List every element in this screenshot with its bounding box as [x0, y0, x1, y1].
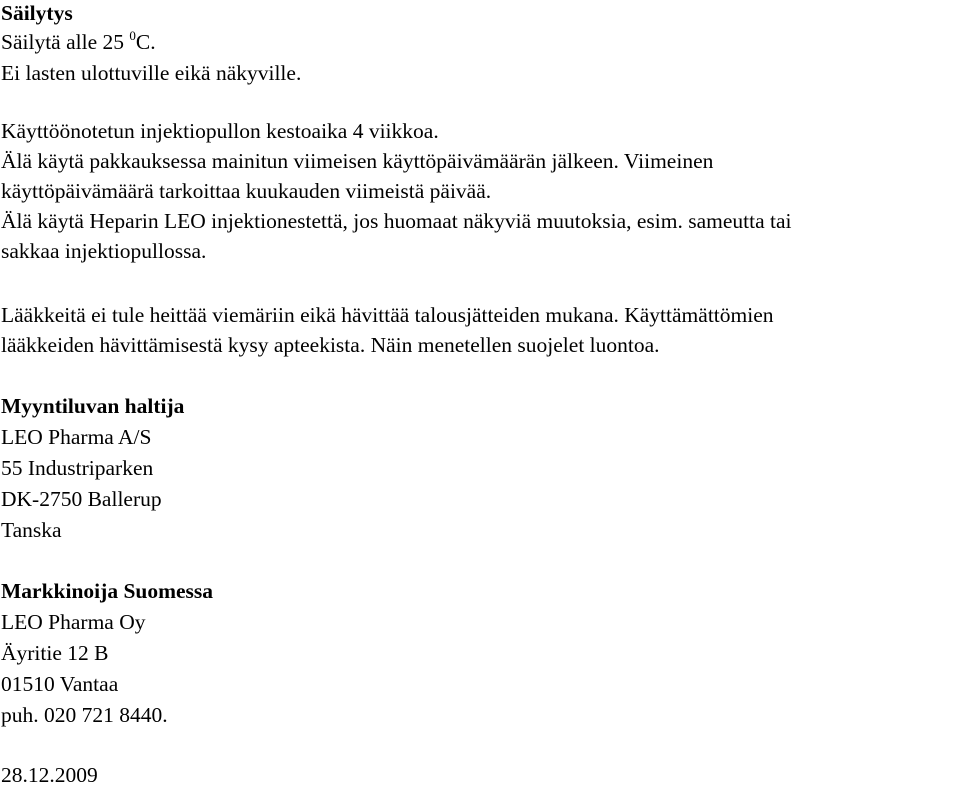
storage-temperature-unit: C. [135, 30, 156, 54]
visual-check-line-2: sakkaa injektiopullossa. [1, 239, 207, 263]
expiry-line-2: käyttöpäivämäärä tarkoittaa kuukauden viimeistä päivää. [1, 179, 492, 203]
holder-heading: Myyntiluvan haltija [1, 394, 185, 418]
storage-temperature-text: Säilytä alle 25 [1, 30, 130, 54]
disposal-line-1: Lääkkeitä ei tule heittää viemäriin eikä hävittää talousjätteiden mukana. Käyttämättömien [1, 303, 774, 327]
holder-street: 55 Industriparken [1, 456, 154, 480]
holder-name: LEO Pharma A/S [1, 425, 152, 449]
holder-country: Tanska [1, 518, 62, 542]
marketer-name: LEO Pharma Oy [1, 610, 146, 634]
degree-superscript: 0 [129, 28, 136, 43]
document-date: 28.12.2009 [1, 763, 98, 787]
visual-check-line-1: Älä käytä Heparin LEO injektionestettä, jos huomaat näkyviä muutoksia, esim. sameutta tai [1, 209, 792, 233]
marketer-heading: Markkinoija Suomessa [1, 579, 214, 603]
disposal-line-2: lääkkeiden hävittämisestä kysy apteekista. Näin menetellen suojelet luontoa. [1, 333, 660, 357]
holder-city: DK-2750 Ballerup [1, 487, 162, 511]
shelf-life-line: Käyttöönotetun injektiopullon kestoaika 4 viikkoa. [1, 119, 439, 143]
marketer-city: 01510 Vantaa [1, 672, 119, 696]
storage-temperature-line [1, 29, 156, 55]
marketer-phone: puh. 020 721 8440. [1, 703, 168, 727]
marketer-street: Äyritie 12 B [1, 641, 109, 665]
storage-children-line: Ei lasten ulottuville eikä näkyville. [1, 61, 302, 85]
expiry-line-1: Älä käytä pakkauksessa mainitun viimeisen käyttöpäivämäärän jälkeen. Viimeinen [1, 149, 714, 173]
storage-heading: Säilytys [1, 1, 73, 25]
